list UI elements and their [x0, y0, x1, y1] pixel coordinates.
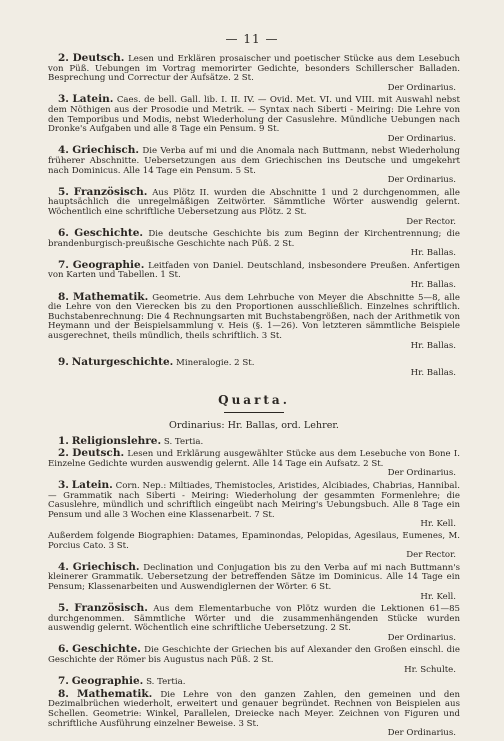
subject-entry	[48, 645, 460, 675]
subject-entry	[48, 185, 460, 227]
entry-text: Außerdem folgende Biographien: Datames, Epaminondas, Pelopidas, Agesilaus, Eumenes, M. Porcius Cato. 3 St.	[48, 530, 460, 551]
subject-entry	[48, 687, 461, 739]
entry-number: 2.	[58, 52, 69, 64]
entry-text: Die Geschichte der Griechen bis auf Alexander den Großen einschl. die Geschichte der Römer bis Augustus nach Püß. 2 St.	[48, 645, 461, 666]
entry-number: 6.	[58, 643, 69, 656]
entry-subject: Geschichte.	[72, 643, 141, 656]
entry-teacher: Hr. Ballas.	[410, 340, 456, 351]
entry-subject: Naturgeschichte.	[71, 356, 174, 369]
page-content	[48, 54, 460, 741]
entry-text: Lesen und Erklärung ausgewählter Stücke aus dem Lesebuche von Bone I. Einzelne Gedichte wurden auswendig gelernt. Alle 14 Tage ein Aufsatz. 2 St.	[48, 449, 461, 469]
entry-text: Die Lehre von den ganzen Zahlen, den gemeinen und den Dezimalbrüchen wiederholt, erweitert und genauer begründet. Rechnen von Beispielen aus Schellen. Geometrie: Winkel, Parallelen, Dreiecke nach Meyer. Zeichnen von Figuren und schriftliche Ausführung einzelner Beweise. 3 St.	[48, 689, 461, 729]
subject-entry	[48, 146, 460, 185]
subject-entry	[48, 95, 460, 144]
entry-subject: Latein.	[72, 93, 114, 106]
entry-teacher: Der Rector.	[406, 550, 456, 561]
subject-entry	[48, 54, 460, 93]
entry-subject: Griechisch.	[72, 560, 140, 573]
entry-text: Leitfaden von Daniel. Deutschland, insbesondere Preußen. Anfertigen von Karten und Tabellen. 1 St.	[48, 260, 461, 281]
subject-entry	[48, 358, 460, 378]
entry-teacher: Der Ordinarius.	[387, 728, 456, 739]
entry-teacher: Der Ordinarius.	[387, 175, 456, 186]
entry-subject: Geschichte.	[74, 227, 144, 240]
entry-text: Caes. de bell. Gall. lib. I. II. IV. — Ovid. Met. VI. und VIII. mit Auswahl nebst dem Nöthigen aus der Prosodie und Metrik. — Syntax nach Siberti - Meiring: Die Lehre von den Temporibus und Modis, nebst Wiederholung der Casuslehre. Mündliche Uebungen nach Dronke's Aufgaben und alle 8 Tage ein Pensum. 9 St.	[48, 95, 461, 135]
subject-entry	[48, 604, 460, 643]
entry-number: 7.	[58, 258, 69, 271]
subject-entry	[48, 258, 461, 291]
entry-teacher: Hr. Schulte.	[404, 664, 456, 675]
entry-teacher: Der Rector.	[406, 216, 456, 227]
entry-number: 9.	[58, 356, 69, 369]
entry-text: Corn. Nep.: Miltiades, Themistocles, Aristides, Alcibiades, Chabrias, Hannibal. — Grammatik nach Siberti - Meiring: Wiederholung der gesammten Formenlehre; die Casuslehre, mündlich und schriftlich eingeübt nach Meiring's Uebungsbuch. Alle 8 Tage ein Pensum und alle 3 Wochen eine Klassenarbeit. 7 St.	[48, 480, 461, 520]
entry-teacher: Hr. Ballas.	[410, 280, 456, 291]
entry-subject: Französisch.	[73, 185, 148, 198]
subject-entry	[48, 532, 460, 561]
entry-number: 5.	[58, 185, 69, 198]
entry-number: 3.	[58, 478, 69, 491]
section-title-rule	[224, 412, 284, 413]
entry-text: Aus Plötz II. wurden die Abschnitte 1 und 2 durchgenommen, alle hauptsächlich die unregelmäßigen Zeitwörter. Sämmtliche Wörter auswendig gelernt. Wöchentlich eine schriftliche Uebersetzung aus Plötz. 2 St.	[48, 187, 460, 217]
entry-number: 1.	[58, 434, 69, 447]
entry-teacher: Der Ordinarius.	[387, 468, 456, 479]
entry-text: Die Verba auf mi und die Anomala nach Buttmann, nebst Wiederholung früherer Abschnitte. Uebersetzungen aus dem Griechischen ins Deutsche und umgekehrt nach Dominicus. Alle 14 Tage ein Pensum. 5 St.	[48, 146, 460, 176]
entry-teacher: Der Ordinarius.	[387, 82, 456, 93]
ordinarius-line: Ordinarius: Hr. Ballas, ord. Lehrer.	[169, 420, 339, 431]
entry-teacher: Hr. Ballas.	[410, 248, 456, 259]
entry-number: 5.	[58, 602, 69, 615]
entry-subject: Französisch.	[74, 602, 148, 615]
entry-number: 8.	[58, 290, 69, 303]
entry-subject: Deutsch.	[72, 447, 125, 460]
entry-subject: Geographie.	[72, 258, 145, 271]
entry-subject: Griechisch.	[72, 144, 140, 157]
subject-entry	[48, 434, 460, 448]
entry-text: Mineralogie. 2 St.	[176, 358, 255, 369]
entry-text: S. Tertia.	[146, 677, 186, 688]
page-number: — 11 —	[225, 32, 279, 46]
entry-subject: Mathematik.	[77, 687, 153, 700]
tertia-subject-list	[48, 54, 460, 378]
entry-number: 2.	[58, 447, 69, 460]
entry-teacher: Der Ordinarius.	[387, 133, 456, 144]
quarta-subject-list	[48, 434, 461, 739]
entry-subject: Deutsch.	[72, 52, 125, 64]
entry-subject: Religionslehre.	[71, 434, 162, 447]
entry-number: 4.	[58, 144, 69, 157]
entry-text: Aus dem Elementarbuche von Plötz wurden die Lektionen 61—85 durchgenommen. Sämmtliche Wörter und die zusammenhängenden Stücke wurden auswendig gelernt. Wöchentlich eine schriftliche Uebersetzung. 2 St.	[48, 604, 461, 634]
section-title-quarta: Quarta.	[218, 393, 290, 408]
entry-subject: Geographie.	[71, 675, 144, 688]
entry-text: Lesen und Erklären prosaischer und poetischer Stücke aus dem Lesebuch von Püß. Uebungen im Vortrag memorirter Gedichte, besonders Schillerscher Balladen. Besprechung und Correctur der Aufsätze. 2 St.	[48, 54, 461, 84]
entry-subject: Latein.	[71, 478, 113, 491]
entry-number: 4.	[58, 560, 69, 573]
entry-text: Geometrie. Aus dem Lehrbuche von Meyer die Abschnitte 5—8, alle die Lehre von den Vierecken bis zu den Proportionen ausschließlich. Einzelnes schriftlich. Buchstabenrechnung: Die 4 Rechnungsarten mit Buchstabengrößen, nach der Arithmetik von Heymann und der Beispielsammlung v. Heis (§. 1—26). Von letzteren sämmtliche Beispiele ausgerechnet, theils mündlich, theils schriftlich. 3 St.	[48, 292, 461, 342]
entry-text: Die deutsche Geschichte bis zum Beginn der Kirchentrennung; die brandenburgisch-preußische Geschichte nach Püß. 2 St.	[48, 229, 461, 249]
subject-entry	[48, 290, 461, 352]
subject-entry	[48, 478, 461, 530]
entry-teacher: Hr. Kell.	[420, 591, 456, 602]
entry-teacher: Der Ordinarius.	[387, 632, 456, 643]
entry-teacher: Hr. Ballas.	[410, 367, 456, 378]
subject-entry	[48, 229, 460, 259]
entry-text: Declination und Conjugation bis zu den Verba auf mi nach Buttmann's kleinerer Grammatik. Uebersetzung der betreffenden Sätze im Dominicus. Alle 14 Tage ein Pensum; Klassenarbeiten und Auswendiglernen der Wörter. 6 St.	[48, 562, 460, 592]
subject-entry	[48, 449, 460, 479]
entry-text: S. Tertia.	[163, 436, 204, 447]
subject-entry	[48, 560, 460, 602]
entry-number: 7.	[58, 675, 69, 688]
entry-number: 8.	[58, 687, 69, 700]
entry-teacher: Hr. Kell.	[420, 519, 456, 530]
entry-subject: Mathematik.	[72, 290, 149, 303]
subject-entry	[48, 677, 460, 688]
entry-number: 6.	[58, 227, 69, 240]
entry-number: 3.	[58, 93, 69, 106]
